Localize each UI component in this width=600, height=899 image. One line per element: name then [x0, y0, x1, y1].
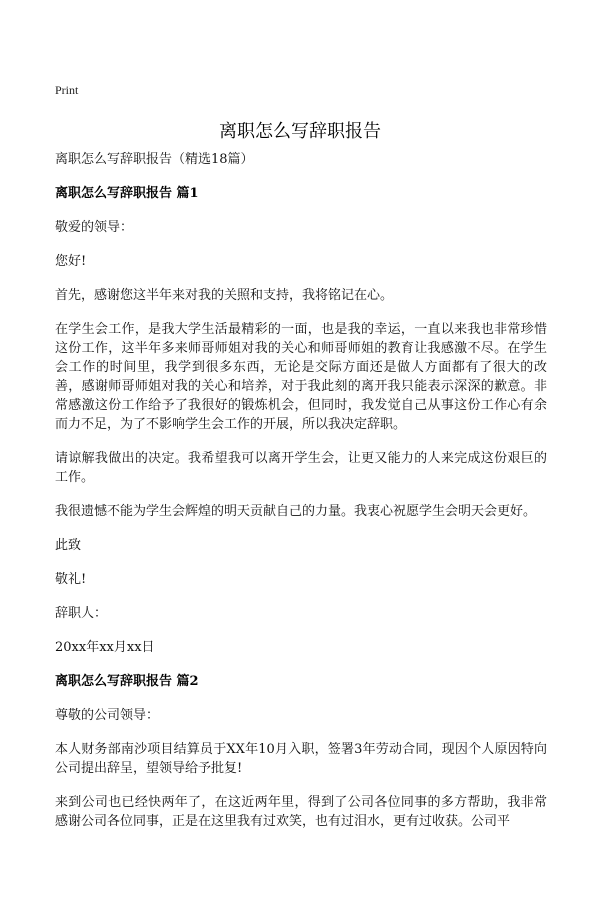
section-heading: 离职怎么写辞职报告 篇2	[55, 674, 199, 689]
greeting: 您好!	[55, 254, 87, 269]
body-paragraph: 我很遗憾不能为学生会辉煌的明天贡献自己的力量。我衷心祝愿学生会明天会更好。	[55, 504, 537, 519]
closing: 此致	[55, 538, 82, 553]
print-label[interactable]: Print	[55, 83, 79, 97]
body-paragraph: 请谅解我做出的决定。我希望我可以离开学生会，让更又能力的人来完成这份艰巨的工作。	[55, 451, 547, 485]
document-subtitle: 离职怎么写辞职报告（精选18篇）	[55, 152, 254, 167]
body-paragraph: 本人财务部南沙项目结算员于XX年10月入职，签署3年劳动合同，现因个人原因特向公司提出辞呈，望领导给予批复!	[55, 742, 547, 776]
closing: 敬礼!	[55, 572, 87, 587]
body-paragraph: 来到公司也已经快两年了，在这近两年里，得到了公司各位同事的多方帮助，我非常感谢公司各位同事，正是在这里我有过欢笑，也有过泪水，更有过收获。公司平	[55, 795, 547, 829]
document-body	[55, 150, 547, 846]
body-paragraph: 在学生会工作，是我大学生活最精彩的一面，也是我的幸运，一直以来我也非常珍惜这份工作，这半年多来师哥师姐对我的关心和师哥师姐的教育让我感激不尽。在学生会工作的时间里，我学到很多东西，无论是交际方面还是做人方面都有了很大的改善，感谢师哥师姐对我的关心和培养，对于我此刻的离开我只能表示深深的歉意。非常感激这份工作给予了我很好的锻炼机会，但同时，我发觉自己从事这份工作心有余而力不足，为了不影响学生会工作的开展，所以我决定辞职。	[55, 322, 547, 432]
body-paragraph: 首先，感谢您这半年来对我的关照和支持，我将铭记在心。	[55, 288, 394, 303]
salutation: 敬爱的领导：	[55, 220, 134, 235]
salutation: 尊敬的公司领导：	[55, 708, 160, 723]
section-heading: 离职怎么写辞职报告 篇1	[55, 186, 199, 201]
signature-label: 辞职人：	[55, 606, 108, 621]
document-title: 离职怎么写辞职报告	[219, 121, 381, 142]
date-line: 20xx年xx月xx日	[55, 640, 155, 655]
